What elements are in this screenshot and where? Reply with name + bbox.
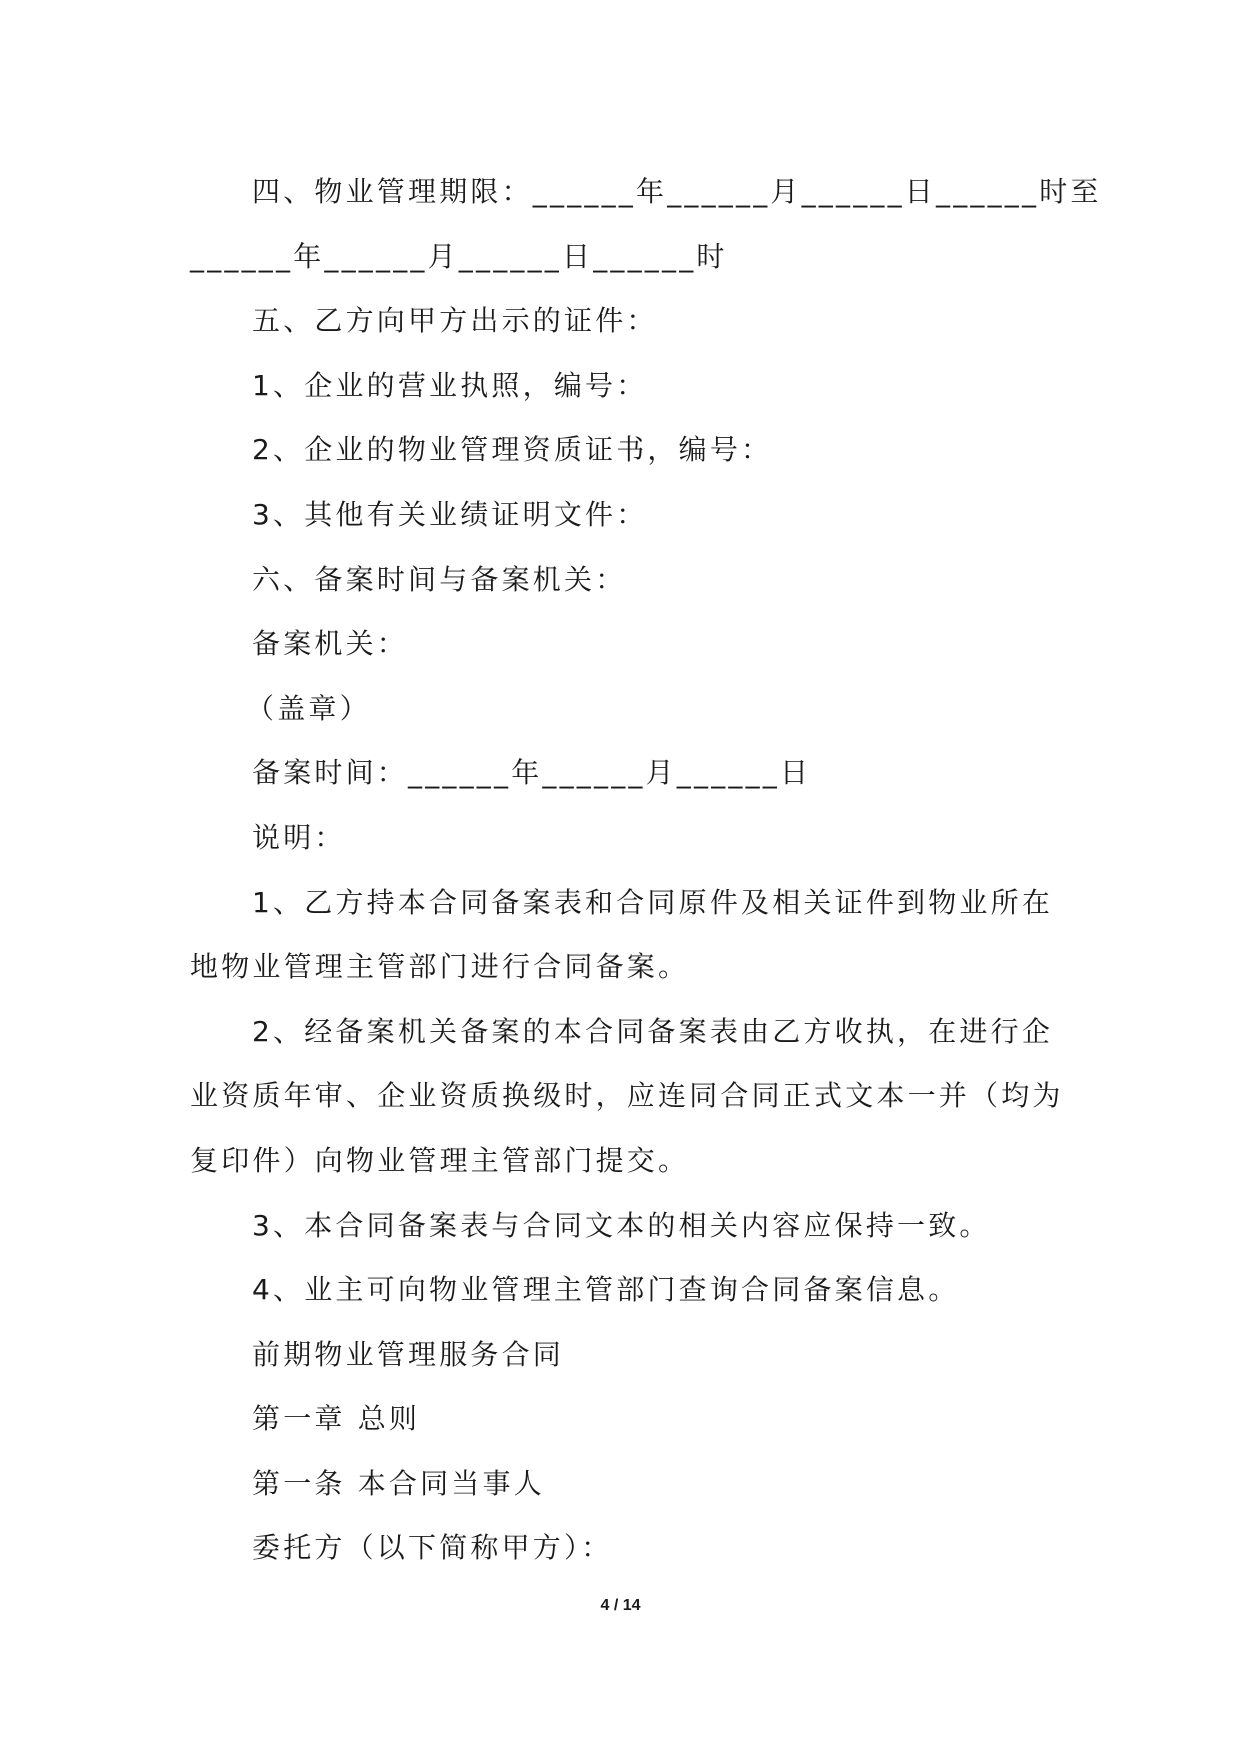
seal-label: （盖章） [246, 691, 371, 725]
page-number: 4 / 14 [600, 1597, 641, 1614]
contract-title: 前期物业管理服务合同 [252, 1337, 565, 1371]
document-body [190, 160, 1102, 1581]
note-item-continued: 地物业管理主管部门进行合同备案。 [190, 950, 690, 984]
section-heading-filing: 六、备案时间与备案机关： [252, 562, 627, 596]
note-item: 3、本合同备案表与合同文本的相关内容应保持一致。 [252, 1208, 991, 1242]
note-item: 4、业主可向物业管理主管部门查询合同备案信息。 [252, 1273, 960, 1307]
note-item-continued: 复印件）向物业管理主管部门提交。 [190, 1143, 690, 1177]
article-heading: 第一条 本合同当事人 [252, 1466, 545, 1500]
chapter-heading: 第一章 总则 [252, 1402, 421, 1436]
notes-heading: 说明： [252, 820, 346, 854]
filing-authority-label: 备案机关： [252, 627, 409, 661]
list-item: 2、企业的物业管理资质证书，编号： [252, 433, 773, 467]
note-item-continued: 业资质年审、企业资质换级时，应连同合同正式文本一并（均为 [190, 1079, 1064, 1113]
section-heading-documents: 五、乙方向甲方出示的证件： [252, 304, 658, 338]
paragraph-term: 四、物业管理期限：______年______月______日______时至 [252, 175, 1102, 208]
note-item: 2、经备案机关备案的本合同备案表由乙方收执，在进行企 [252, 1014, 1054, 1048]
party-a-label: 委托方（以下简称甲方）： [252, 1531, 613, 1565]
list-item: 1、企业的营业执照，编号： [252, 368, 648, 402]
paragraph-term-continued: ______年______月______日______时 [190, 239, 728, 273]
note-item: 1、乙方持本合同备案表和合同原件及相关证件到物业所在 [252, 885, 1054, 919]
list-item: 3、其他有关业绩证明文件： [252, 497, 648, 531]
filing-date-label: 备案时间：______年______月______日 [252, 756, 812, 790]
